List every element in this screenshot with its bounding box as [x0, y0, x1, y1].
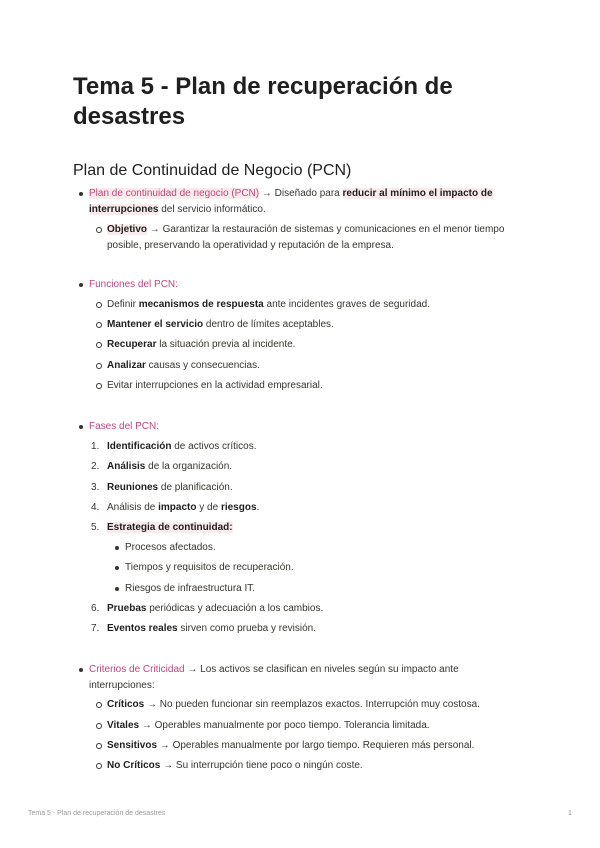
- list-item: No Críticos → Su interrupción tiene poco o ningún coste.: [107, 758, 363, 774]
- page-number: 1: [568, 810, 572, 817]
- sub-item: Riesgos de infraestructura IT.: [125, 581, 255, 597]
- pcn-objetivo: Objetivo → Garantizar la restauración de sistemas y comunicaciones en el menor tiempo posible, preservando la operatividad y reputación de la empresa.: [107, 222, 517, 254]
- page-title: Tema 5 - Plan de recuperación de desastres: [73, 73, 453, 130]
- criterios-intro: Criterios de Criticidad → Los activos se clasifican en niveles según su impacto ante interrupciones:: [89, 662, 509, 694]
- footer-title: Tema 5 - Plan de recuperación de desastres: [28, 810, 166, 817]
- list-item: Recuperar la situación previa al incidente.: [107, 337, 295, 353]
- section-title: Plan de Continuidad de Negocio (PCN): [73, 162, 352, 179]
- list-item: Mantener el servicio dentro de límites aceptables.: [107, 317, 334, 333]
- fases-heading: Fases del PCN:: [89, 419, 159, 435]
- list-item: Analizar causas y consecuencias.: [107, 358, 260, 374]
- list-item: 1. Identificación de activos críticos.: [91, 441, 257, 452]
- list-item: 7. Eventos reales sirven como prueba y revisión.: [91, 623, 317, 634]
- list-item: 4. Análisis de impacto y de riesgos.: [91, 502, 260, 513]
- list-item: Críticos → No pueden funcionar sin reemplazos exactos. Interrupción muy costosa.: [107, 697, 480, 713]
- funciones-heading: Funciones del PCN:: [89, 277, 178, 293]
- list-item: Definir mecanismos de respuesta ante incidentes graves de seguridad.: [107, 297, 430, 313]
- list-item: Vitales → Operables manualmente por poco tiempo. Tolerancia limitada.: [107, 718, 430, 734]
- pcn-definition: Plan de continuidad de negocio (PCN) → Diseñado para reducir al mínimo el impacto de interrupciones del servicio informático.: [89, 186, 529, 218]
- sub-item: Procesos afectados.: [125, 540, 216, 556]
- list-item: 2. Análisis de la organización.: [91, 461, 233, 472]
- sub-item: Tiempos y requisitos de recuperación.: [125, 560, 294, 576]
- list-item: 5. Estrategia de continuidad:: [91, 522, 233, 533]
- list-item: 3. Reuniones de planificación.: [91, 482, 233, 493]
- list-item: 6. Pruebas periódicas y adecuación a los cambios.: [91, 603, 324, 614]
- list-item: Evitar interrupciones en la actividad empresarial.: [107, 378, 323, 394]
- list-item: Sensitivos → Operables manualmente por largo tiempo. Requieren más personal.: [107, 738, 474, 754]
- pcn-label: Plan de continuidad de negocio (PCN): [89, 188, 260, 199]
